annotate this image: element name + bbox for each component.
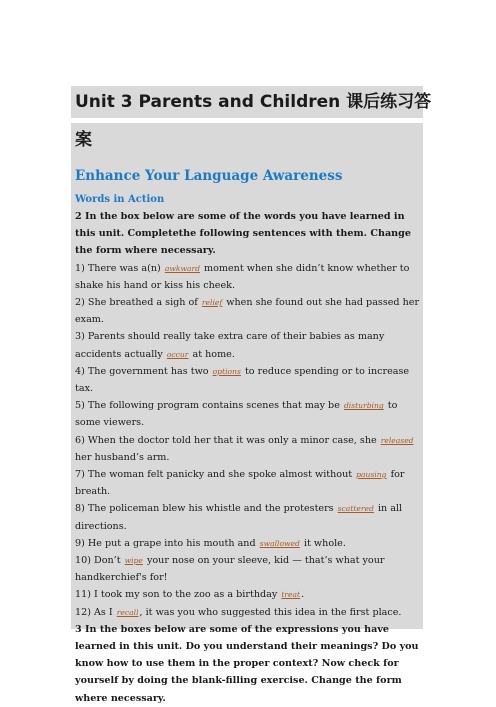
exercise-sentence bbox=[75, 397, 423, 431]
document-title: Unit 3 Parents and Children 课后练习答 bbox=[71, 86, 423, 118]
answer-word: disturbing bbox=[343, 401, 384, 411]
sentence-text-after: to some viewers. bbox=[75, 400, 398, 429]
exercise-3-instruction: 3 In the boxes below are some of the expressions you have learned in this unit. Do you understand their meanings? Do you know how to use them in the proper context? Now check for yourself by doing the blank-filling exercise. Change the form where necessary. bbox=[75, 623, 419, 704]
sentence-text-before: 11) I took my son to the zoo as a birthday bbox=[75, 589, 281, 601]
answer-word: wipe bbox=[124, 556, 143, 566]
answer-word: relief bbox=[201, 298, 223, 308]
sentence-text-after: to reduce spending or to increase tax. bbox=[75, 365, 410, 395]
sentence-text-after: for breath. bbox=[75, 469, 405, 498]
exercise-sentence bbox=[75, 552, 423, 586]
answer-word: pausing bbox=[356, 470, 387, 480]
exercise-sentence bbox=[75, 363, 423, 397]
answer-word: occur bbox=[166, 349, 189, 359]
sentence-text-before: 3) Parents should really take extra care of their babies as many accidents actually bbox=[75, 331, 385, 360]
exercise-sentence bbox=[75, 586, 423, 603]
sentence-text-after: in all directions. bbox=[75, 503, 403, 532]
exercise-sentence bbox=[75, 500, 423, 534]
exercise-sentence bbox=[75, 260, 423, 294]
sentence-text-after: her husband’s arm. bbox=[75, 451, 170, 463]
exercise-sentence bbox=[75, 328, 423, 362]
document-title-continuation: 案 bbox=[75, 130, 92, 150]
sentence-text-before: 8) The policeman blew his whistle and the protesters bbox=[75, 503, 337, 515]
sentence-text-after: moment when she didn’t know whether to shake his hand or kiss his cheek. bbox=[75, 262, 410, 291]
sentence-text-before: 12) As I bbox=[75, 606, 116, 618]
exercise-sentence bbox=[75, 535, 423, 552]
document-body bbox=[71, 123, 423, 704]
sentence-text-before: 6) When the doctor told her that it was only a minor case, she bbox=[75, 434, 380, 446]
sentence-text-before: 1) There was a(n) bbox=[75, 262, 164, 274]
exercise-sentence bbox=[75, 432, 423, 466]
exercise-2-instruction: 2 In the box below are some of the words you have learned in this unit. Completethe following sentences with them. Change the form where necessary. bbox=[75, 211, 411, 257]
sentence-text-after: it whole. bbox=[300, 537, 346, 549]
answer-word: options bbox=[212, 366, 241, 376]
sentence-text-before: 4) The government has two bbox=[75, 365, 212, 377]
answer-word: scattered bbox=[337, 504, 374, 514]
sentence-text-before: 2) She breathed a sigh of bbox=[75, 297, 201, 309]
answer-word: recall bbox=[116, 607, 139, 617]
exercise-sentence bbox=[75, 466, 423, 500]
sentence-text-before: 10) Don’t bbox=[75, 555, 124, 567]
exercise-sentence bbox=[75, 294, 423, 328]
exercise-sentence bbox=[75, 604, 423, 621]
sentence-text-after: when she found out she had passed her exam. bbox=[75, 297, 420, 326]
answer-word: swallowed bbox=[259, 538, 300, 548]
subsection-heading: Words in Action bbox=[75, 194, 165, 205]
answer-word: treat bbox=[281, 590, 301, 600]
sentence-text-before: 7) The woman felt panicky and she spoke almost without bbox=[75, 469, 356, 481]
section-heading: Enhance Your Language Awareness bbox=[75, 168, 343, 184]
sentence-text-before: 9) He put a grape into his mouth and bbox=[75, 537, 259, 549]
answer-word: awkward bbox=[164, 263, 200, 273]
sentence-list bbox=[75, 260, 423, 621]
answer-word: released bbox=[380, 435, 414, 445]
sentence-text-after: , it was you who suggested this idea in the first place. bbox=[139, 606, 402, 618]
sentence-text-before: 5) The following program contains scenes that may be bbox=[75, 400, 343, 412]
sentence-text-after: your nose on your sleeve, kid — that’s what your handkerchief's for! bbox=[75, 555, 385, 584]
sentence-text-after: at home. bbox=[189, 348, 235, 360]
sentence-text-after: . bbox=[301, 589, 305, 601]
